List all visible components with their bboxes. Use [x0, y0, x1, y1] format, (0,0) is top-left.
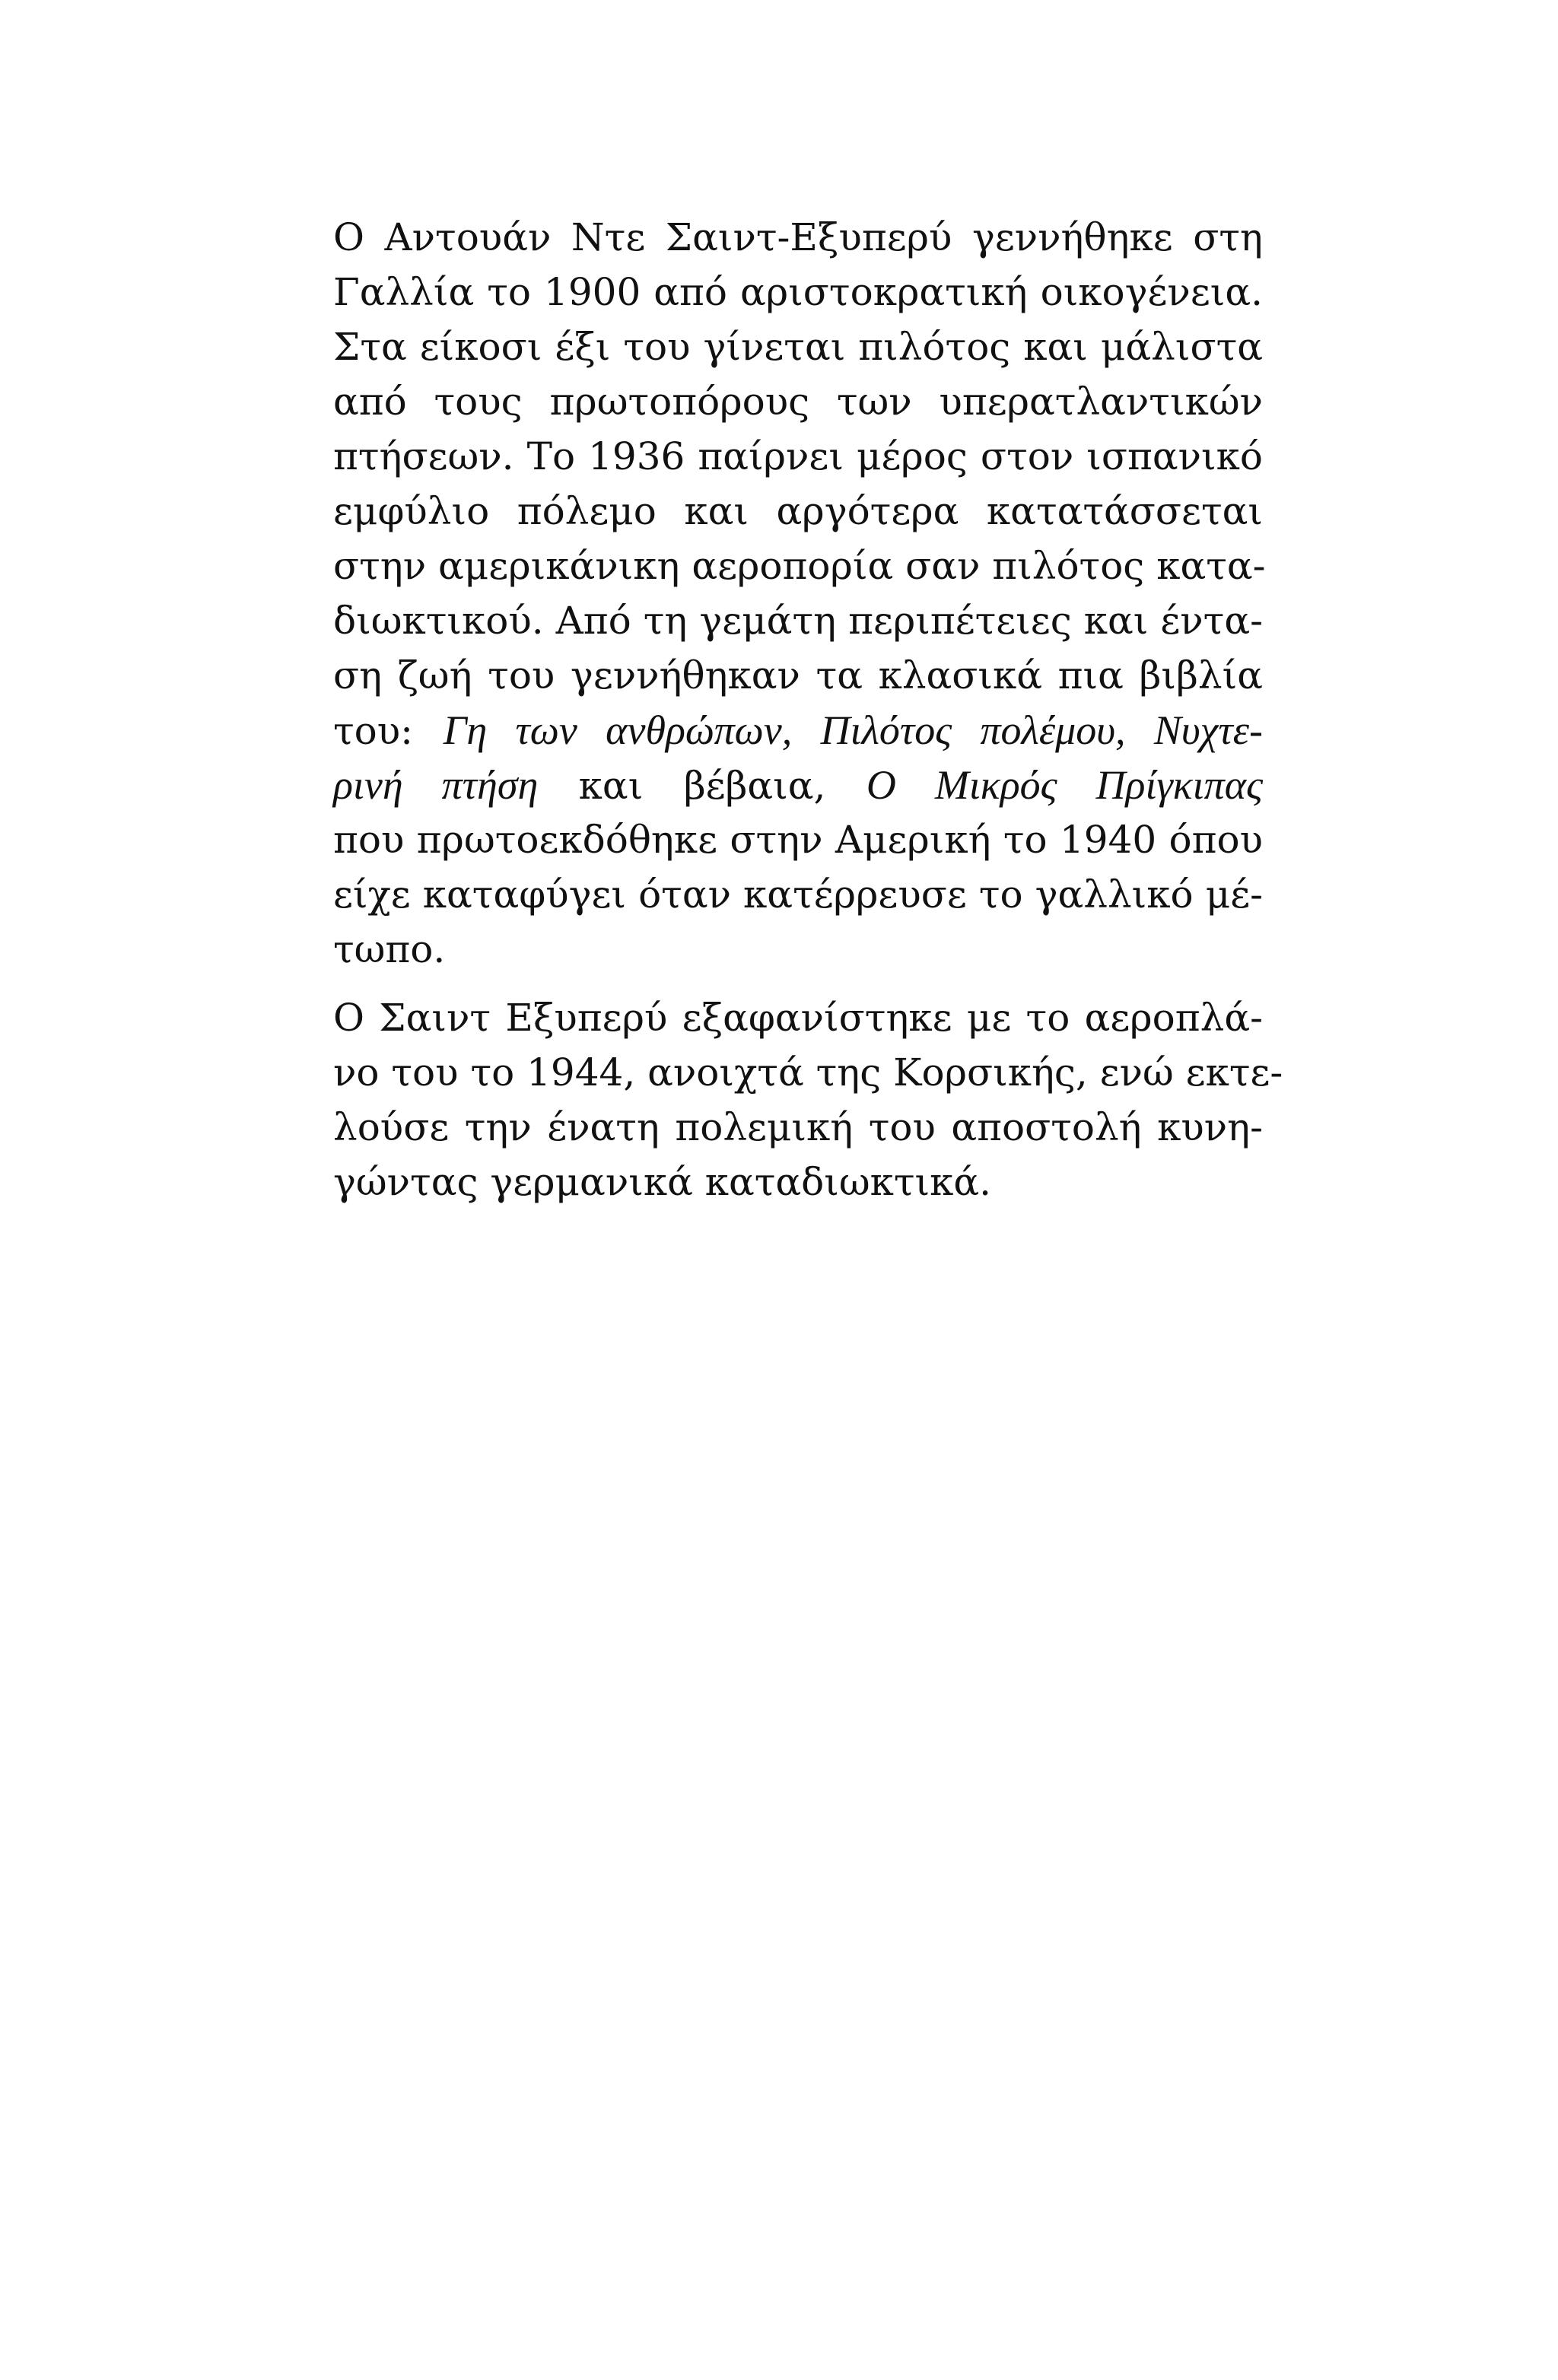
text-segment: λούσε την ένατη πολεμική του αποστολή κυνη-: [333, 1105, 1263, 1149]
text-line: [333, 922, 1263, 977]
text-line: [333, 703, 1263, 758]
book-title: Γη των ανθρώπων, Πιλότος πολέμου, Νυχτε-: [443, 707, 1263, 753]
text-line: [333, 210, 1263, 265]
text-segment: Στα είκοσι έξι του γίνεται πιλότος και μάλιστα: [333, 325, 1263, 369]
text-segment: διωκτικού. Από τη γεμάτη περιπέτειες και έντα-: [333, 599, 1263, 643]
paragraph-gap: [333, 977, 1263, 990]
text-segment: γώντας γερμανικά καταδιωκτικά.: [333, 1160, 992, 1204]
text-segment: που πρωτοεκδόθηκε στην Αμερική το 1940 όπου: [333, 818, 1263, 862]
text-line: [333, 539, 1266, 593]
text-line: [333, 1100, 1263, 1155]
text-line: [333, 593, 1263, 648]
text-segment: Ο Σαιντ Εξυπερύ εξαφανίστηκε με το αεροπλά-: [333, 996, 1263, 1040]
text-line: [333, 867, 1263, 922]
text-segment: Γαλλία το 1900 από αριστοκρατική οικογένεια.: [333, 270, 1263, 314]
book-title: ρινή πτήση: [333, 762, 539, 808]
biography-text: [333, 210, 1283, 1209]
text-segment: Ο Αντουάν Ντε Σαιντ-Εξυπερύ γεννήθηκε στη: [333, 215, 1263, 259]
text-segment: πτήσεων. Το 1936 παίρνει μέρος στον ισπανικό: [333, 434, 1263, 478]
text-segment: εμφύλιο πόλεμο και αργότερα κατατάσσεται: [333, 489, 1263, 533]
text-segment: και βέβαια,: [538, 764, 866, 808]
book-title: Ο Μικρός Πρίγκιπας: [866, 762, 1263, 808]
text-line: [333, 374, 1263, 429]
text-line: [333, 648, 1263, 703]
text-line: [333, 429, 1263, 484]
text-segment: τωπο.: [333, 927, 446, 971]
text-line: [333, 484, 1263, 539]
text-line: [333, 1045, 1283, 1100]
text-line: [333, 812, 1263, 867]
text-line: [333, 990, 1263, 1045]
text-line: [333, 265, 1263, 319]
text-segment: είχε καταφύγει όταν κατέρρευσε το γαλλικό μέ-: [333, 872, 1263, 917]
text-segment: νο του το 1944, ανοιχτά της Κορσικής, ενώ εκτε-: [333, 1050, 1283, 1095]
text-line: [333, 758, 1263, 812]
text-segment: στην αμερικάνικη αεροπορία σαν πιλότος κατα-: [333, 544, 1266, 588]
text-segment: του:: [333, 709, 444, 753]
text-segment: από τους πρωτοπόρους των υπερατλαντικών: [333, 380, 1263, 424]
text-line: [333, 1155, 1263, 1209]
text-line: [333, 319, 1263, 374]
text-segment: ση ζωή του γεννήθηκαν τα κλασικά πια βιβλία: [333, 653, 1263, 697]
